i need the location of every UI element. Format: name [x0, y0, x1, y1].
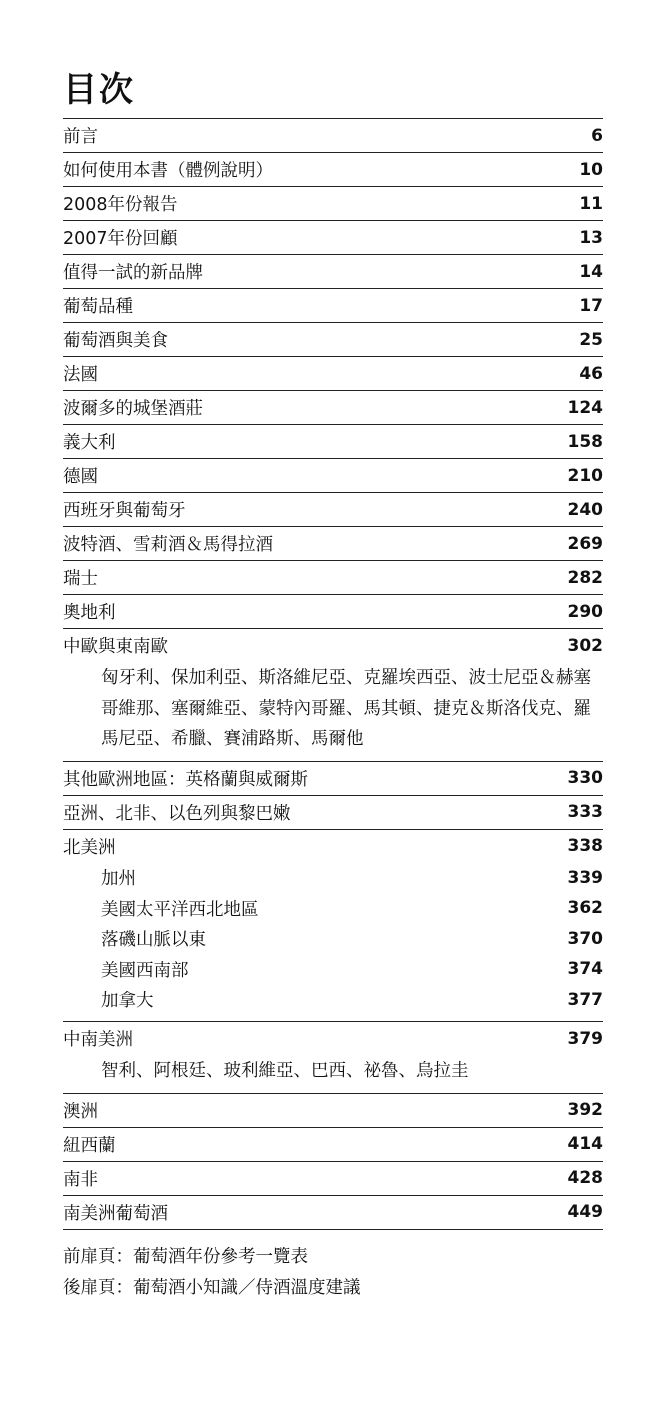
- toc-page-number: 330: [567, 768, 603, 788]
- toc-label: 亞洲、北非、以色列與黎巴嫩: [63, 803, 291, 824]
- toc-subentry-southwest[interactable]: [63, 954, 603, 985]
- toc-entry-spain-portugal[interactable]: [63, 493, 603, 527]
- toc-page-number: 428: [567, 1168, 603, 1188]
- toc-label: 中歐與東南歐: [63, 637, 168, 657]
- toc-subentry-east-of-rockies[interactable]: [63, 924, 603, 955]
- toc-label: 澳洲: [63, 1101, 98, 1122]
- toc-label: 2007年份回顧: [63, 229, 178, 249]
- page-title: 目次: [63, 68, 603, 119]
- toc-page-number: 302: [567, 635, 603, 656]
- toc-page-number: 25: [579, 329, 603, 350]
- toc-entry-2007-review[interactable]: [63, 221, 603, 255]
- toc-entry-central-southeast-europe[interactable]: [63, 629, 603, 762]
- toc-label: 葡萄品種: [63, 297, 133, 317]
- back-endpaper-note: 後扉頁：葡萄酒小知識／侍酒溫度建議: [63, 1277, 361, 1298]
- toc-entry-austria[interactable]: [63, 595, 603, 629]
- toc-entry-grape-varieties[interactable]: [63, 289, 603, 323]
- toc-page-number: 158: [567, 431, 603, 452]
- toc-page-number: 377: [567, 989, 603, 1010]
- toc-label: 前言: [63, 127, 98, 147]
- toc-label: 瑞士: [63, 569, 98, 589]
- toc-label: 落磯山脈以東: [101, 930, 206, 951]
- toc-page-number: 6: [591, 125, 603, 146]
- toc-label: 南非: [63, 1169, 98, 1190]
- toc-page-number: 269: [567, 533, 603, 554]
- toc-page-number: 13: [579, 227, 603, 248]
- toc-label: 紐西蘭: [63, 1135, 116, 1156]
- toc-subentry-california[interactable]: [63, 863, 603, 894]
- toc-page-number: 392: [567, 1100, 603, 1120]
- toc-entry-south-africa[interactable]: [63, 1162, 603, 1196]
- toc-label: 義大利: [63, 433, 116, 453]
- toc-entry-bordeaux[interactable]: [63, 391, 603, 425]
- toc-label: 法國: [63, 365, 98, 385]
- toc-page-number: 370: [567, 928, 603, 949]
- toc-label: 波爾多的城堡酒莊: [63, 399, 203, 419]
- toc-subentry-pacific-northwest[interactable]: [63, 893, 603, 924]
- toc-page-number: 339: [567, 867, 603, 888]
- toc-label: 奧地利: [63, 603, 116, 623]
- toc-subentry-canada[interactable]: [63, 985, 603, 1016]
- endpaper-notes: [63, 1242, 603, 1304]
- toc-page-number: 333: [567, 802, 603, 822]
- toc-label: 美國西南部: [101, 960, 189, 981]
- toc-page-number: 374: [567, 959, 603, 980]
- toc-label: 葡萄酒與美食: [63, 331, 168, 351]
- toc-label: 加州: [101, 869, 136, 890]
- toc-page-number: 290: [567, 601, 603, 622]
- toc-page-number: 124: [567, 397, 603, 418]
- toc-entry-port-sherry-madeira[interactable]: [63, 527, 603, 561]
- toc-label: 如何使用本書（體例說明）: [63, 161, 273, 181]
- toc-subentries: [63, 863, 603, 1022]
- toc-entry-australia[interactable]: [63, 1094, 603, 1128]
- toc-entry-new-zealand[interactable]: [63, 1128, 603, 1162]
- toc-label: 加拿大: [101, 991, 154, 1012]
- toc-page-number: 282: [567, 567, 603, 588]
- toc-page-number: 449: [567, 1202, 603, 1222]
- toc-entry-germany[interactable]: [63, 459, 603, 493]
- toc-entry-italy[interactable]: [63, 425, 603, 459]
- toc-label: 南美洲葡萄酒: [63, 1203, 168, 1224]
- toc-page-number: 14: [579, 261, 603, 282]
- toc-entry-south-america-wine[interactable]: [63, 1196, 603, 1230]
- toc-entry-description: 匈牙利、保加利亞、斯洛維尼亞、克羅埃西亞、波士尼亞＆赫塞哥維那、塞爾維亞、蒙特內哥羅、馬其頓、捷克＆斯洛伐克、羅馬尼亞、希臘、賽浦路斯、馬爾他: [101, 668, 591, 749]
- toc-entry-latin-america[interactable]: [63, 1022, 603, 1094]
- toc-entry-how-to-use[interactable]: [63, 153, 603, 187]
- toc-entry-description: 智利、阿根廷、玻利維亞、巴西、祕魯、烏拉圭: [101, 1061, 469, 1081]
- toc-label: 波特酒、雪莉酒＆馬得拉酒: [63, 535, 273, 555]
- toc-page-number: 17: [579, 295, 603, 316]
- toc-page-number: 379: [567, 1028, 603, 1049]
- toc-entry-north-america[interactable]: [63, 830, 603, 1023]
- toc-page-number: 210: [567, 465, 603, 486]
- toc-page-number: 414: [567, 1134, 603, 1154]
- toc-label: 北美洲: [63, 837, 116, 858]
- toc-entry-wine-and-food[interactable]: [63, 323, 603, 357]
- toc-label: 西班牙與葡萄牙: [63, 501, 186, 521]
- front-endpaper-note: 前扉頁：葡萄酒年份參考一覽表: [63, 1246, 308, 1267]
- toc-entry-france[interactable]: [63, 357, 603, 391]
- toc-label: 2008年份報告: [63, 195, 178, 215]
- toc-entry-preface[interactable]: [63, 119, 603, 153]
- table-of-contents: [63, 68, 603, 1304]
- toc-page-number: 240: [567, 499, 603, 520]
- toc-label: 中南美洲: [63, 1030, 133, 1050]
- toc-page-number: 46: [579, 363, 603, 384]
- toc-entry-switzerland[interactable]: [63, 561, 603, 595]
- toc-page-number: 11: [579, 193, 603, 214]
- toc-label: 值得一試的新品牌: [63, 263, 203, 283]
- toc-page-number: 338: [567, 836, 603, 856]
- toc-page-number: 362: [567, 898, 603, 919]
- toc-label: 美國太平洋西北地區: [101, 899, 259, 920]
- toc-label: 德國: [63, 467, 98, 487]
- toc-entry-new-brands[interactable]: [63, 255, 603, 289]
- toc-entry-asia-north-africa[interactable]: [63, 796, 603, 830]
- toc-entry-2008-report[interactable]: [63, 187, 603, 221]
- toc-entry-other-europe[interactable]: [63, 762, 603, 796]
- toc-page-number: 10: [579, 159, 603, 180]
- toc-label: 其他歐洲地區：英格蘭與威爾斯: [63, 769, 308, 790]
